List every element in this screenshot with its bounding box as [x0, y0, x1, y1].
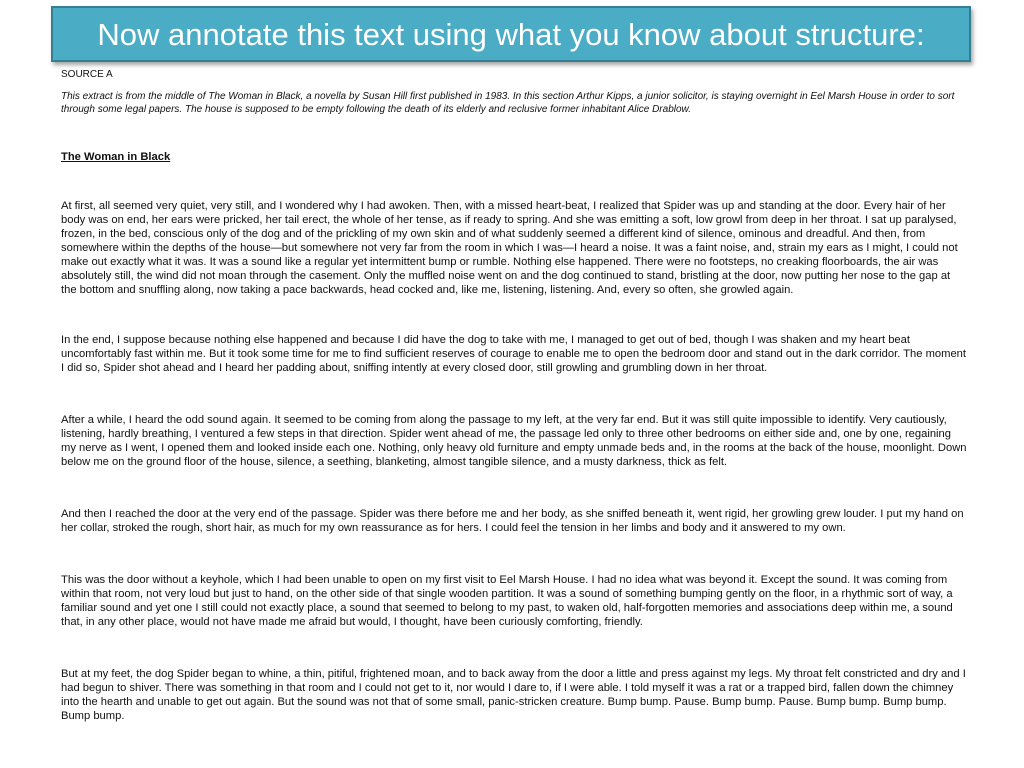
- paragraph-3: After a while, I heard the odd sound again. It seemed to be coming from along the passage to my left, at the very far end. But it was still quite impossible to identify. Very cautiously, listening, hardly breathing, I ventured a few steps in that direction. Spider went ahead of me, the passage led only to three other bedrooms on either side and, one by one, regaining my nerve as I went, I opened them and looked inside each one. Nothing, only heavy old furniture and empty unmade beds and, in the rooms at the back of the house, moonlight. Down below me on the ground floor of the house, silence, a seething, blanketing, almost tangible silence, and a musty darkness, thick as felt.: [61, 414, 967, 468]
- paragraph-6: But at my feet, the dog Spider began to whine, a thin, pitiful, frightened moan, and to back away from the door a little and press against my legs. My throat felt constricted and dry and I had begun to shiver. There was something in that room and I could not get to it, nor would I dare to, if I were able. I told myself it was a rat or a trapped bird, fallen down the chimney into the hearth and unable to get out again. But the sound was not that of some small, panic-stricken creature. Bump bump. Pause. Bump bump. Pause. Bump bump. Bump bump. Bump bump.: [61, 668, 966, 722]
- source-label: SOURCE A: [61, 69, 113, 80]
- paragraph-2: In the end, I suppose because nothing else happened and because I did have the dog to take with me, I managed to get out of bed, though I was shaken and my heart beat uncomfortably fast within me. But it took some time for me to find sufficient reserves of courage to enable me to open the bedroom door and stand out in the dark corridor. The moment I did so, Spider shot ahead and I heard her padding about, sniffing intently at every closed door, still growling and grumbling down in her throat.: [61, 334, 967, 374]
- paragraph-4: And then I reached the door at the very end of the passage. Spider was there before me and her body, as she sniffed beneath it, went rigid, her growling grew louder. I put my hand on her collar, stroked the rough, short hair, as much for my own reassurance as for hers. I could feel the tension in her limbs and body and it answered to my own.: [61, 508, 964, 534]
- text-body: [61, 68, 967, 723]
- paragraph-5: This was the door without a keyhole, which I had been unable to open on my first visit to Eel Marsh House. I had no idea what was beyond it. Except the sound. It was coming from within that room, not very loud but just to hand, on the other side of that single wooden partition. It was a sound of something bumping gently on the floor, in a rhythmic sort of way, a familiar sound and yet one I still could not exactly place, a sound that seemed to belong to my past, to waken old, half-forgotten memories and associations deep within me, a sound that, in any other place, would not have made me afraid but would, I thought, have been curiously comforting, friendly.: [61, 574, 953, 628]
- paragraph-1: At first, all seemed very quiet, very still, and I wondered why I had awoken. Then, with a missed heart-beat, I realized that Spider was up and standing at the door. Every hair of her body was on end, her ears were pricked, her tail erect, the whole of her tense, as if ready to spring. And she was emitting a soft, low growl from deep in her throat. I sat up paralysed, frozen, in the bed, conscious only of the dog and of the prickling of my own skin and of what suddenly seemed a different kind of silence, ominous and dreadful. And then, from somewhere within the depths of the house—but somewhere not very far from the room in which I was—I heard a noise. It was a faint noise, and, strain my ears as I might, I could not make out exactly what it was. It was a sound like a regular yet intermittent bump or rumble. Nothing else happened. There were no footsteps, no creaking floorboards, the air was absolutely still, the wind did not moan through the casement. Only the muffled noise went on and the dog continued to stand, bristling at the door, now putting her nose to the gap at the bottom and snuffling along, now taking a pace backwards, head cocked and, like me, listening, listening. And, every so often, she growled again.: [61, 200, 958, 296]
- slide-title: Now annotate this text using what you know about structure:: [97, 16, 925, 52]
- extract-title: The Woman in Black: [61, 151, 171, 163]
- title-banner: [51, 6, 971, 62]
- source-introduction: This extract is from the middle of The Woman in Black, a novella by Susan Hill first published in 1983. In this section Arthur Kipps, a junior solicitor, is staying overnight in Eel Marsh House in order to sort through some legal papers. The house is supposed to be empty following the death of its elderly and reclusive former inhabitant Alice Drablow.: [61, 91, 955, 115]
